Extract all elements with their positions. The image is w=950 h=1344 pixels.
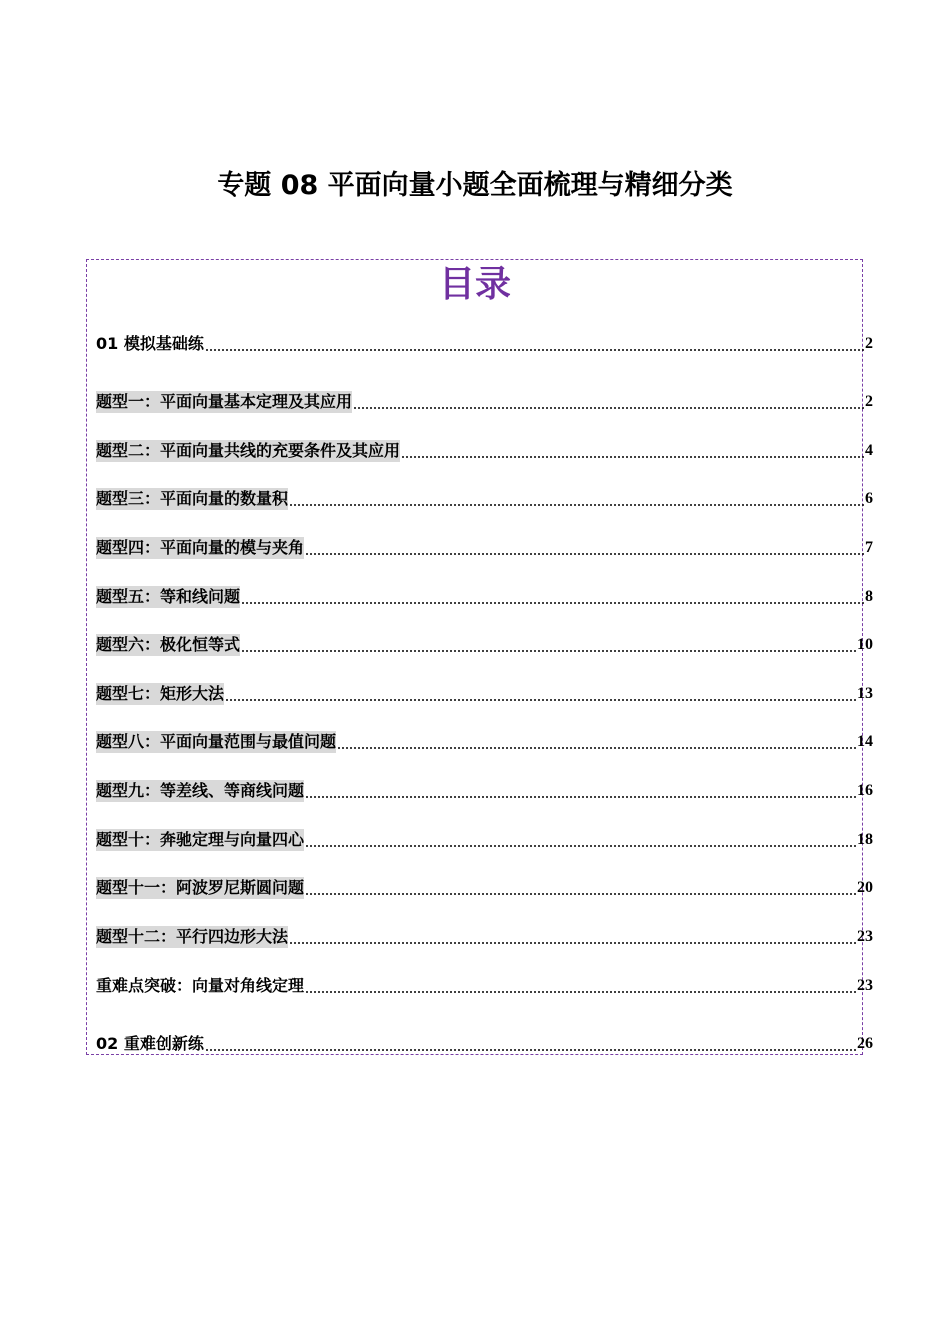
- toc-entry-label: 重难点突破：向量对角线定理: [96, 976, 305, 995]
- toc-page-number: 4: [865, 442, 873, 459]
- dot-leader: [305, 796, 856, 798]
- dot-leader: [337, 747, 856, 749]
- dot-leader: [289, 942, 856, 944]
- toc-heading: 目录: [438, 264, 511, 305]
- dot-leader: [305, 845, 856, 847]
- toc-entry-label: 02 重难创新练: [96, 1034, 204, 1053]
- toc-page-number: 14: [857, 733, 873, 750]
- toc-page-number: 20: [857, 879, 873, 896]
- dot-leader: [205, 1049, 856, 1051]
- toc-entry-type-6[interactable]: [96, 634, 873, 656]
- toc-entry-type-5[interactable]: [96, 586, 873, 608]
- toc-entry-label: 题型四：平面向量的模与夹角: [96, 538, 305, 557]
- toc-page-number: 23: [857, 977, 873, 994]
- toc-entry-label: 题型一：平面向量基本定理及其应用: [96, 392, 353, 411]
- toc-entry-type-2[interactable]: [96, 440, 873, 462]
- toc-page-number: 7: [865, 539, 873, 556]
- toc-entry-type-1[interactable]: [96, 391, 873, 413]
- toc-page-number: 2: [865, 335, 873, 352]
- toc-entry-label: 题型十一：阿波罗尼斯圆问题: [96, 878, 305, 897]
- toc-page-number: 26: [857, 1035, 873, 1052]
- toc-page-number: 2: [865, 393, 873, 410]
- toc-entry-type-3[interactable]: [96, 488, 873, 510]
- toc-entry-type-4[interactable]: [96, 537, 873, 559]
- toc-entry-label: 题型六：极化恒等式: [96, 635, 241, 654]
- toc-entry-label: 题型九：等差线、等商线问题: [96, 781, 305, 800]
- toc-entry-label: 题型十二：平行四边形大法: [96, 927, 289, 946]
- toc-entry-type-7[interactable]: [96, 683, 873, 705]
- dot-leader: [353, 407, 864, 409]
- toc-entry-label: 题型五：等和线问题: [96, 587, 241, 606]
- dot-leader: [289, 504, 864, 506]
- toc-entry-label: 题型三：平面向量的数量积: [96, 489, 289, 508]
- toc-entry-type-8[interactable]: [96, 731, 873, 753]
- toc-page-number: 23: [857, 928, 873, 945]
- toc-page-number: 10: [857, 636, 873, 653]
- dot-leader: [205, 349, 864, 351]
- toc-entry-type-10[interactable]: [96, 829, 873, 851]
- toc-page-number: 18: [857, 831, 873, 848]
- toc-entry-type-12[interactable]: [96, 926, 873, 948]
- toc-entry-section-02[interactable]: [96, 1033, 873, 1055]
- toc-entry-label: 题型七：矩形大法: [96, 684, 225, 703]
- dot-leader: [241, 602, 864, 604]
- dot-leader: [305, 553, 864, 555]
- dot-leader: [401, 456, 864, 458]
- toc-entry-label: 题型十：奔驰定理与向量四心: [96, 830, 305, 849]
- toc-entry-label: 题型二：平面向量共线的充要条件及其应用: [96, 441, 401, 460]
- toc-page-number: 13: [857, 685, 873, 702]
- document-title: 专题 08 平面向量小题全面梳理与精细分类: [217, 170, 733, 201]
- toc-entry-label: 题型八：平面向量范围与最值问题: [96, 732, 337, 751]
- toc-entry-label: 01 模拟基础练: [96, 334, 204, 353]
- toc-entry-type-11[interactable]: [96, 877, 873, 899]
- toc-page-number: 16: [857, 782, 873, 799]
- toc-page-number: 8: [865, 588, 873, 605]
- toc-page-number: 6: [865, 490, 873, 507]
- dot-leader: [305, 893, 856, 895]
- toc-entry-breakthrough[interactable]: [96, 975, 873, 997]
- dot-leader: [225, 699, 856, 701]
- dot-leader: [305, 991, 856, 993]
- toc-entry-section-01[interactable]: [96, 333, 873, 355]
- dot-leader: [241, 650, 856, 652]
- toc-entry-type-9[interactable]: [96, 780, 873, 802]
